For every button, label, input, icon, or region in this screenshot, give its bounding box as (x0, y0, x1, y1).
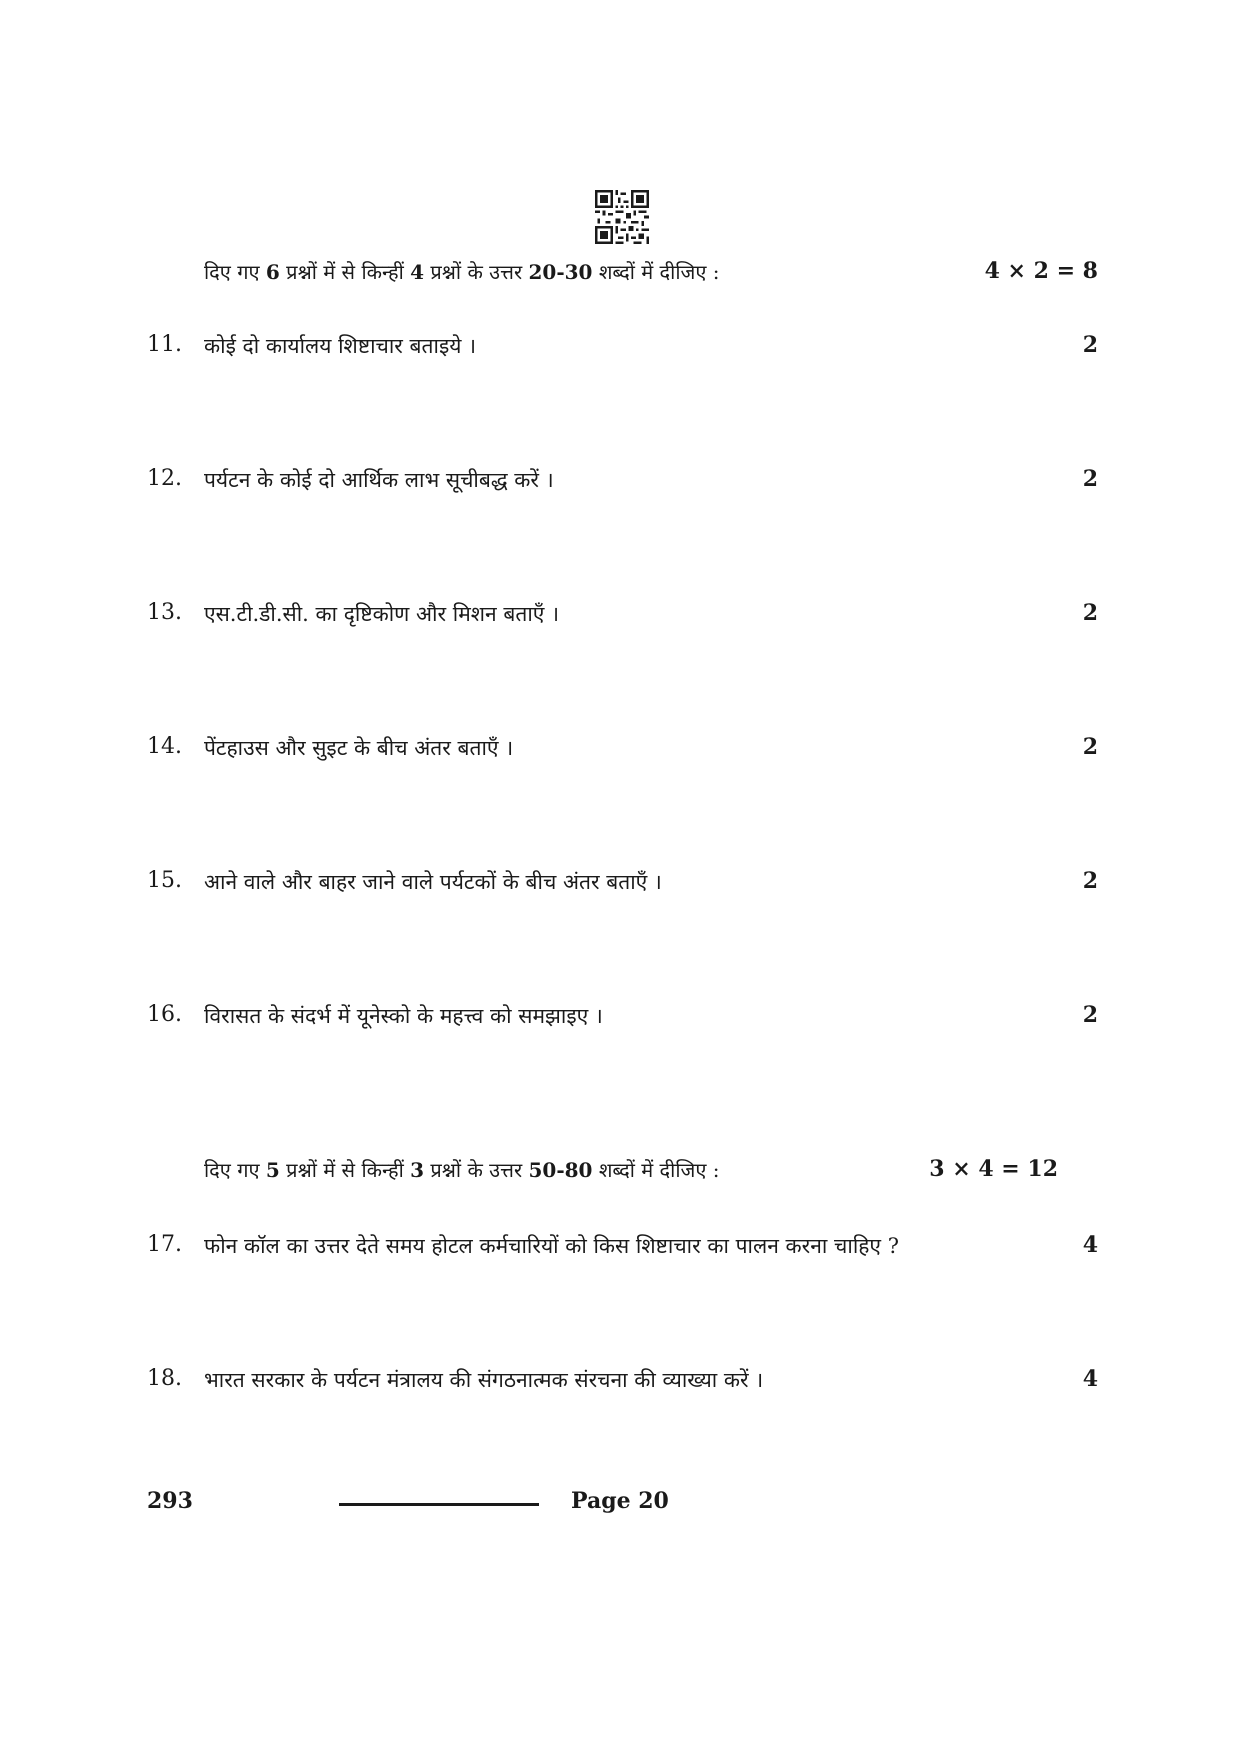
instruction-text: प्रश्नों के उत्तर (424, 1158, 529, 1182)
question-row (0, 1366, 1241, 1398)
question-number: 12. (147, 466, 182, 491)
question-marks: 2 (1082, 1002, 1098, 1028)
question-text: कोई दो कार्यालय शिष्टाचार बताइये । (204, 334, 477, 358)
question-row (0, 600, 1241, 632)
question-marks: 2 (1082, 734, 1098, 760)
instruction-text: प्रश्नों में से किन्हीं (279, 260, 411, 284)
question-number: 13. (147, 600, 182, 625)
qr-code (595, 190, 649, 244)
question-number: 15. (147, 868, 182, 893)
question-text: फोन कॉल का उत्तर देते समय होटल कर्मचारियों को किस शिष्टाचार का पालन करना चाहिए ? (204, 1234, 899, 1258)
instruction-count: 4 (410, 260, 425, 284)
instruction-text: दिए गए (204, 1158, 266, 1182)
question-text: आने वाले और बाहर जाने वाले पर्यटकों के बीच अंतर बताएँ । (204, 870, 662, 894)
question-row (0, 1002, 1241, 1034)
instruction-text: शब्दों में दीजिए : (592, 1158, 720, 1182)
instruction-text: प्रश्नों के उत्तर (424, 260, 529, 284)
instruction-text: दिए गए (204, 260, 266, 284)
question-marks: 2 (1082, 332, 1098, 358)
instruction-word-range: 20-30 (528, 260, 593, 284)
section-a-marks: 4 × 2 = 8 (984, 258, 1098, 284)
question-text: पेंटहाउस और सुइट के बीच अंतर बताएँ । (204, 736, 514, 760)
question-text: विरासत के संदर्भ में यूनेस्को के महत्त्व को समझाइए । (204, 1004, 603, 1028)
page-number: Page 20 (571, 1488, 669, 1514)
section-b-instruction (204, 1156, 720, 1183)
question-number: 16. (147, 1002, 182, 1027)
question-row (0, 466, 1241, 498)
footer-divider (339, 1503, 539, 1506)
question-marks: 2 (1082, 466, 1098, 492)
paper-code: 293 (147, 1488, 193, 1514)
question-text: भारत सरकार के पर्यटन मंत्रालय की संगठनात्मक संरचना की व्याख्या करें । (204, 1368, 764, 1392)
question-row (0, 1232, 1241, 1264)
instruction-word-range: 50-80 (528, 1158, 593, 1182)
question-row (0, 734, 1241, 766)
instruction-text: प्रश्नों में से किन्हीं (279, 1158, 411, 1182)
instruction-count: 5 (265, 1158, 280, 1182)
instruction-count: 3 (410, 1158, 425, 1182)
question-number: 14. (147, 734, 182, 759)
question-number: 11. (147, 332, 182, 357)
question-marks: 2 (1082, 868, 1098, 894)
question-marks: 4 (1082, 1232, 1098, 1258)
question-marks: 4 (1082, 1366, 1098, 1392)
section-b-marks: 3 × 4 = 12 (929, 1156, 1058, 1182)
section-a-instruction (204, 258, 720, 285)
question-text: पर्यटन के कोई दो आर्थिक लाभ सूचीबद्ध करें । (204, 468, 554, 492)
question-row (0, 868, 1241, 900)
instruction-text: शब्दों में दीजिए : (592, 260, 720, 284)
question-number: 18. (147, 1366, 182, 1391)
instruction-count: 6 (265, 260, 280, 284)
question-row (0, 332, 1241, 364)
question-number: 17. (147, 1232, 182, 1257)
question-text: एस.टी.डी.सी. का दृष्टिकोण और मिशन बताएँ । (204, 602, 560, 626)
question-marks: 2 (1082, 600, 1098, 626)
